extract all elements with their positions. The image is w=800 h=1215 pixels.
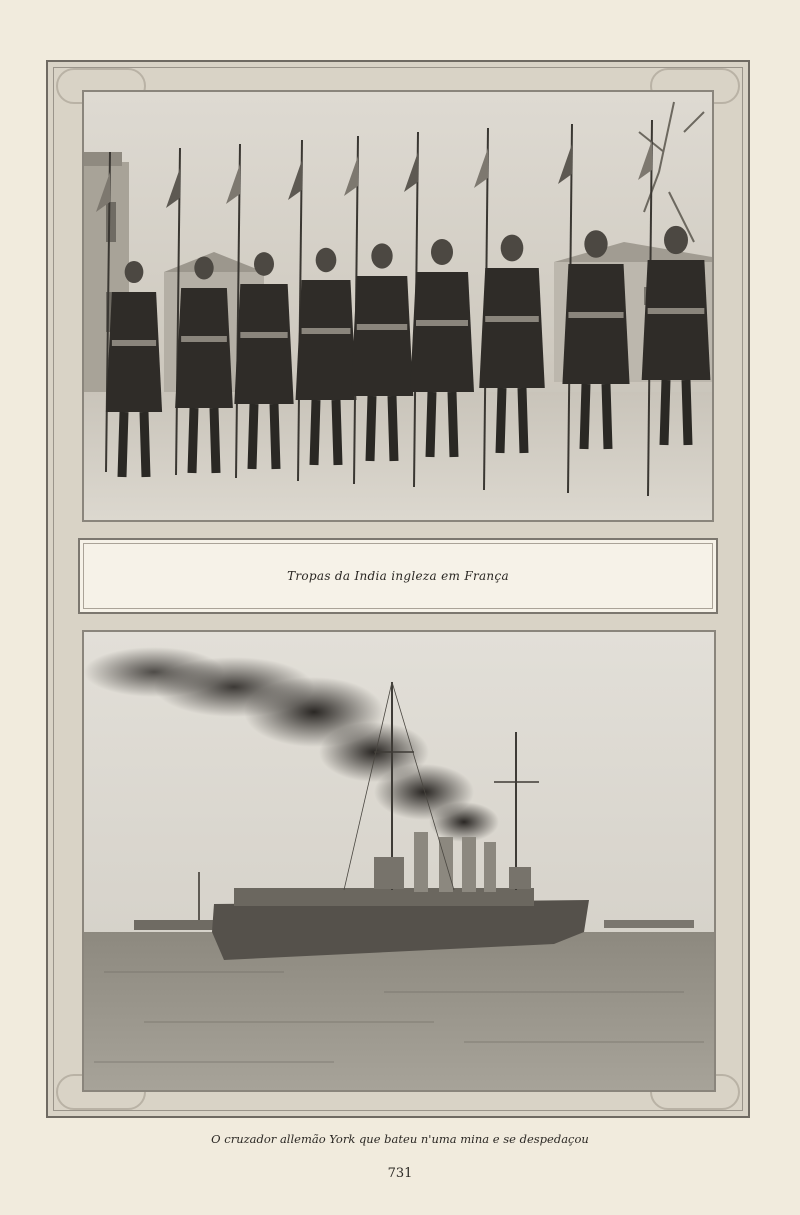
photo-indian-troops bbox=[82, 90, 714, 522]
photo-cruiser-york bbox=[82, 630, 716, 1092]
page-number: 731 bbox=[387, 1166, 413, 1181]
photo1-caption: Tropas da India ingleza em França bbox=[287, 569, 509, 583]
photo2-caption: O cruzador allemão York que bateu n'uma mina e se despedaçou bbox=[211, 1132, 589, 1146]
cruiser-illustration bbox=[84, 632, 714, 1090]
page-frame bbox=[46, 60, 750, 1118]
caption-box bbox=[78, 538, 718, 614]
troops-illustration bbox=[84, 92, 712, 520]
